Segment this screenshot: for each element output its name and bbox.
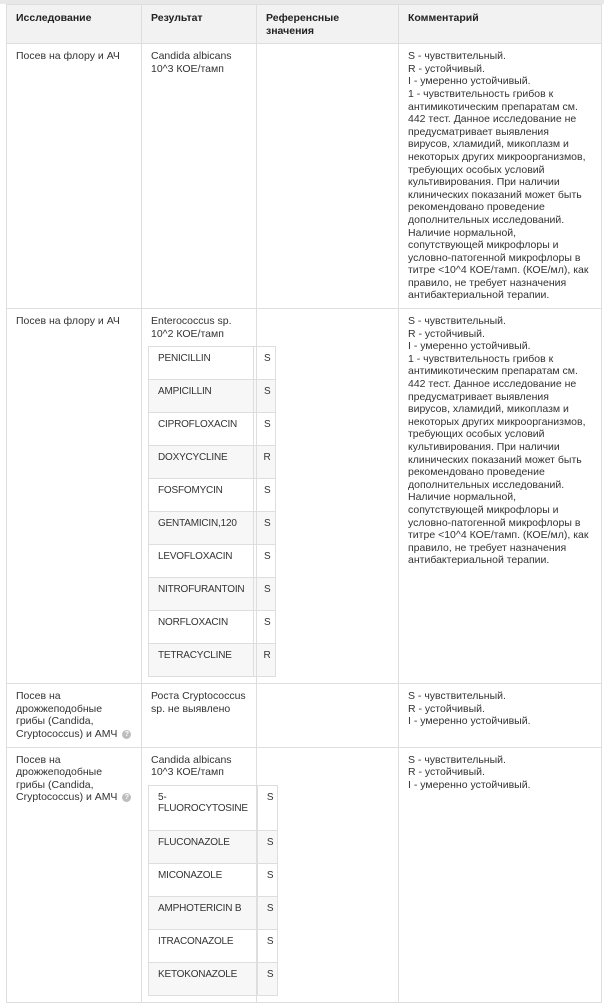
antibiotic-name: PENICILLIN [149,347,254,380]
antibiotic-sensitivity: S [254,413,275,446]
comment-line: S - чувствительный. [408,690,506,703]
antibiotic-sensitivity: S [257,962,278,995]
antibiotic-name: NORFLOXACIN [149,611,254,644]
comment-cell [399,44,602,309]
header-comment: Комментарий [399,5,602,44]
comment-line: R - устойчивый. [408,702,485,715]
antibiotic-sensitivity: S [254,479,275,512]
study-name: Посев на дрожжеподобные грибы (Candida, Cryptococcus) и АМЧ [16,690,118,741]
comment-line: S - чувствительный. [408,753,506,766]
antibiotic-name: TETRACYCLINE [149,644,254,677]
results-table [6,4,602,1003]
result-cell [142,684,257,747]
header-study: Исследование [7,5,142,44]
antibiotic-sensitivity: S [254,512,275,545]
antibiotic-sensitivity: S [257,929,278,962]
antibiotic-sensitivity: R [254,644,275,677]
antibiotic-name: ITRACONAZOLE [149,929,258,962]
table-row [7,309,602,684]
study-cell [7,44,142,309]
comment-cell [399,309,602,684]
comment-line: 1 - чувствительность грибов к антимикотическим препаратам см. 442 тест. Данное исследование не предусматривает выявления вирусов, хламидий, микоплазм и некоторых других микроорганизмов, требующих особых условий культивирования. При наличии клинических показаний может быть рекомендовано проведение дополнительных исследований. Наличие нормальной, сопутствующей микрофлоры и условно-патогенной микрофлоры в титре <10^4 КОЕ/тамп. (КОЕ/мл), как правило, не требует назначения антибактериальной терапии. [408,87,589,302]
comment-line: R - устойчивый. [408,766,485,779]
comment-cell [399,684,602,747]
antibiotic-name: AMPICILLIN [149,380,254,413]
antibiotic-sensitivity: S [254,347,275,380]
result-text: Enterococcus sp. 10^2 КОЕ/тамп [151,315,232,340]
header-reference: Референсные значения [257,5,399,44]
antibiotic-name: MICONAZOLE [149,863,258,896]
table-row [7,684,602,747]
table-header-row [7,5,602,44]
antibiotic-sensitivity: S [254,380,275,413]
antibiotic-sensitivity: S [257,896,278,929]
result-text: Роста Cryptococcus sp. не выявлено [151,690,246,715]
study-cell [7,747,142,1002]
comment-line: R - устойчивый. [408,62,485,75]
comment-line: I - умеренно устойчивый. [408,715,531,728]
table-row [7,747,602,1002]
antibiotic-name: KETOKONAZOLE [149,962,258,995]
antibiotic-name: LEVOFLOXACIN [149,545,254,578]
comment-line: I - умеренно устойчивый. [408,340,531,353]
antibiotic-name: CIPROFLOXACIN [149,413,254,446]
comment-line: 1 - чувствительность грибов к антимикотическим препаратам см. 442 тест. Данное исследование не предусматривает выявления вирусов, хламидий, микоплазм и некоторых других микроорганизмов, требующих особых условий культивирования. При наличии клинических показаний может быть рекомендовано проведение дополнительных исследований. Наличие нормальной, сопутствующей микрофлоры и условно-патогенной микрофлоры в титре <10^4 КОЕ/тамп. (КОЕ/мл), как правило, не требует назначения антибактериальной терапии. [408,352,589,567]
antibiotic-sensitivity: R [254,446,275,479]
antibiotic-sensitivity: S [254,611,275,644]
reference-cell [257,747,399,1002]
comment-line: S - чувствительный. [408,50,506,63]
result-text: Candida albicans 10^3 КОЕ/тамп [151,50,232,75]
antibiotic-sensitivity: S [257,863,278,896]
antibiotic-name: FLUCONAZOLE [149,830,258,863]
comment-line: I - умеренно устойчивый. [408,75,531,88]
comment-line: I - умеренно устойчивый. [408,778,531,791]
reference-cell [257,684,399,747]
result-text: Candida albicans 10^3 КОЕ/тамп [151,753,232,779]
antibiotic-name: 5-FLUOROCYTOSINE [149,785,258,830]
antibiotic-sensitivity: S [254,545,275,578]
study-name: Посев на дрожжеподобные грибы (Candida, Cryptococcus) и АМЧ [16,753,118,804]
antibiotic-sensitivity: S [257,785,278,830]
study-cell [7,309,142,684]
result-cell [142,747,274,1002]
antibiotic-name: FOSFOMYCIN [149,479,254,512]
antibiotic-sensitivity: S [257,830,278,863]
result-cell [142,309,271,684]
comment-line: S - чувствительный. [408,315,506,328]
table-row [7,44,602,309]
help-icon[interactable]: ? [122,730,131,739]
study-name: Посев на флору и АЧ [16,50,120,63]
study-name: Посев на флору и АЧ [16,315,120,328]
antibiotic-sensitivity: S [254,578,275,611]
result-cell [142,44,257,309]
help-icon[interactable]: ? [122,793,131,802]
antibiotic-name: AMPHOTERICIN B [149,896,258,929]
antibiotic-name: DOXYCYCLINE [149,446,254,479]
header-result: Результат [142,5,257,44]
antibiotic-name: GENTAMICIN,120 [149,512,254,545]
study-cell [7,684,142,747]
reference-cell [257,44,399,309]
antibiotic-name: NITROFURANTOIN [149,578,254,611]
reference-cell [257,309,399,684]
comment-line: R - устойчивый. [408,327,485,340]
comment-cell [399,747,602,1002]
